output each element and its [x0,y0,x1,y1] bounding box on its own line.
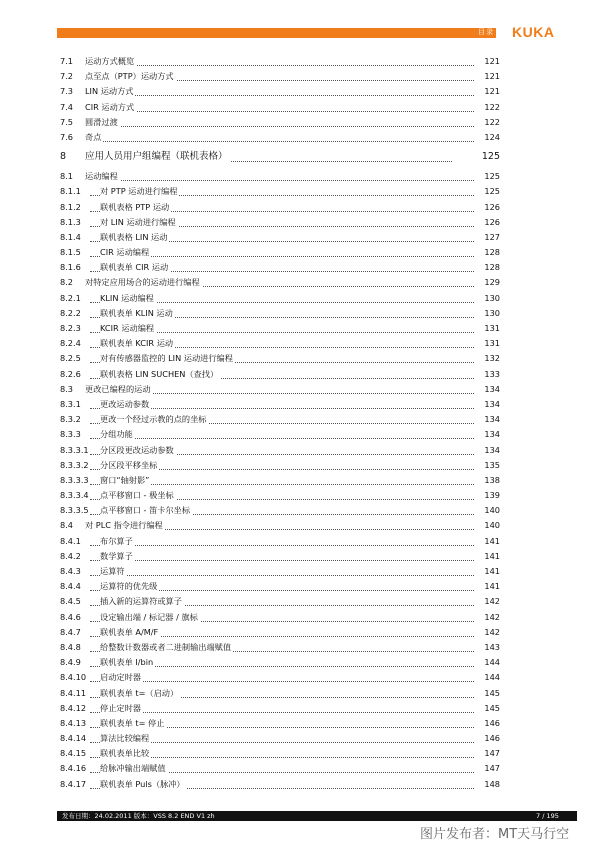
toc-entry-title: 更改已编程的运动 [85,382,153,397]
toc-entry-title: 应用人员用户组编程（联机表格） [85,145,230,169]
toc-entry-number: 8.3.3.5 [60,505,89,516]
toc-leader-dots [90,670,474,682]
toc-entry-title: 对 LIN 运动进行编程 [100,215,178,230]
toc-entry-title: 更改一个经过示教的点的坐标 [100,412,208,427]
toc-entry-title: KLIN 运动编程 [100,291,156,306]
toc-entry[interactable] [60,579,500,594]
toc-entry-number: 8.4 [60,520,74,531]
footer-publication-info: 发布日期：24.02.2011 版本：VSS 8.2 END V1 zh [62,812,215,820]
toc-entry-title: 联机表单比较 [100,746,151,761]
toc-entry-page: 124 [484,131,500,142]
toc-entry-number: 8.4.7 [60,626,81,637]
toc-entry[interactable] [60,275,500,290]
toc-entry-number: 8.4.15 [60,748,87,759]
toc-entry-page: 142 [484,611,500,622]
toc-entry-title: 联机表单 CIR 运动 [100,260,170,275]
toc-entry-number: 8.2.3 [60,323,81,333]
toc-entry-title: 点至点（PTP）运动方式 [85,69,176,84]
toc-entry-title: 对有传感器监控的 LIN 运动进行编程 [100,351,235,366]
toc-entry-page: 146 [484,717,500,728]
toc-entry-title: 运动方式概览 [85,54,136,69]
toc-entry-page: 140 [484,520,500,531]
toc-entry-title: 分区段更改运动参数 [100,443,176,458]
toc-entry-title: 分区段平移坐标 [100,458,159,473]
toc-entry-page: 147 [484,748,500,759]
toc-entry-number: 8.4.9 [60,657,81,668]
toc-entry-title: 联机表单 A/M/F [100,625,160,640]
toc-entry[interactable] [60,731,500,746]
toc-entry-title: 对 PLC 指令进行编程 [85,518,165,533]
toc-entry[interactable] [60,443,500,458]
toc-entry-title: 启动定时器 [100,670,143,685]
toc-entry[interactable] [60,215,500,230]
toc-entry-title: 分组功能 [100,427,135,442]
toc-entry[interactable] [60,610,500,625]
toc-entry-number: 8.1 [60,171,74,182]
toc-entry-page: 130 [484,307,500,318]
toc-entry-title: 给脉冲输出端赋值 [100,761,168,776]
toc-entry-page: 122 [484,101,500,112]
toc-entry-page: 128 [484,262,500,273]
toc-entry[interactable] [60,777,500,792]
toc-entry-page: 141 [484,581,500,592]
toc-entry-page: 133 [484,368,500,379]
toc-leader-dots [90,54,474,66]
toc-entry-page: 134 [484,429,500,440]
toc-leader-dots [90,84,474,96]
toc-entry-title: 运算符 [100,564,127,579]
toc-entry-number: 8.1.2 [60,201,81,212]
toc-entry-number: 8.3.1 [60,398,81,409]
toc-entry-title: 联机表单 t=（启动） [100,686,180,701]
toc-entry-page: 122 [484,116,500,127]
toc-entry[interactable] [60,518,500,533]
toc-entry[interactable] [60,701,500,716]
toc-entry-number: 8.1.4 [60,231,81,242]
toc-entry-page: 147 [484,763,500,774]
toc-entry-title: 数学算子 [100,549,135,564]
footer-page-number: 7 / 195 [536,812,559,820]
toc-entry-number: 8.4.4 [60,581,81,592]
toc-entry[interactable] [60,321,500,336]
toc-entry-number: 8.4.17 [60,778,87,789]
toc-entry-page: 139 [484,490,500,501]
toc-entry-number: 8.1.6 [60,262,81,273]
toc-entry[interactable] [60,564,500,579]
toc-entry-page: 141 [484,550,500,561]
toc-entry-title: CIR 运动编程 [100,245,151,260]
toc-entry-page: 142 [484,596,500,607]
toc-entry-title: 布尔算子 [100,534,135,549]
toc-entry-title: 窗口“轴射影” [100,473,151,488]
toc-entry[interactable] [60,367,500,382]
toc-entry-number: 7.4 [60,101,74,112]
toc-entry-number: 8.4.11 [60,687,87,698]
toc-entry-page: 129 [484,277,500,288]
toc-entry-title: 联机表格 PTP 运动 [100,200,171,215]
toc-entry-page: 130 [484,292,500,303]
toc-entry[interactable] [60,306,500,321]
toc-entry-page: 121 [484,56,500,66]
header-accent-bar [57,28,496,38]
toc-entry[interactable] [60,260,500,275]
toc-entry-number: 8.1.5 [60,247,81,258]
toc-entry-page: 144 [484,672,500,683]
toc-entry[interactable] [60,382,500,397]
toc-entry-number: 7.5 [60,116,74,127]
toc-entry-title: 停止定时器 [100,701,143,716]
toc-entry-title: KCIR 运动编程 [100,321,156,336]
toc-entry-page: 143 [484,641,500,652]
toc-entry[interactable] [60,200,500,215]
toc-entry-number: 8.4.16 [60,763,87,774]
toc-entry-number: 8.4.1 [60,535,81,546]
toc-entry-number: 8.2.2 [60,307,81,318]
toc-leader-dots [90,100,474,112]
toc-entry-title: 联机表单 I/bin [100,655,155,670]
toc-entry-number: 8.4.14 [60,733,87,744]
toc-entry-number: 8.4.3 [60,566,81,576]
toc-entry-title: 运算符的优先级 [100,579,159,594]
toc-entry-title: 设定输出端 / 标记器 / 旗标 [100,610,200,625]
toc-entry[interactable] [60,130,500,145]
toc-entry-page: 128 [484,247,500,258]
toc-entry-title: 圆滑过渡 [85,115,120,130]
toc-entry-number: 8.2.4 [60,338,81,349]
toc-entry-page: 126 [484,216,500,227]
toc-entry-number: 8.2 [60,277,74,288]
toc-entry-title: 更改运动参数 [100,397,151,412]
toc-entry-number: 8.1.1 [60,186,81,197]
toc-entry[interactable] [60,670,500,685]
toc-entry-title: 联机表格 LIN 运动 [100,230,169,245]
toc-entry-page: 132 [484,353,500,364]
toc-entry-number: 8.3.3.1 [60,444,89,455]
toc-entry-page: 125 [484,171,500,182]
toc-entry[interactable] [60,427,500,442]
toc-entry-page: 141 [484,566,500,576]
toc-entry[interactable] [60,351,500,366]
toc-entry-page: 144 [484,657,500,668]
toc-entry-page: 145 [484,702,500,713]
toc-entry[interactable] [60,625,500,640]
toc-leader-dots [90,115,474,127]
toc-entry-number: 7.2 [60,71,74,82]
toc-entry-number: 8.3.3 [60,429,81,440]
toc-entry[interactable] [60,534,500,549]
section-label: 目录 [478,28,494,36]
toc-entry-number: 8.3.3.4 [60,490,89,501]
toc-entry[interactable] [60,54,500,69]
toc-entry-title: 对 PTP 运动进行编程 [100,184,179,199]
toc-entry-number: 8.4.12 [60,702,87,713]
toc-entry-number: 8.4.13 [60,717,87,728]
toc-entry-page: 127 [484,231,500,242]
toc-entry-number: 8.1.3 [60,216,81,227]
toc-entry[interactable] [60,473,500,488]
toc-entry[interactable] [60,397,500,412]
toc-entry-number: 8.3 [60,383,74,394]
toc-leader-dots [90,427,474,439]
toc-entry[interactable] [60,686,500,701]
toc-entry[interactable] [60,716,500,731]
toc-entry-page: 134 [484,383,500,394]
toc-entry-page: 142 [484,626,500,637]
toc-entry-number: 8.3.3.3 [60,474,89,485]
toc-entry-title: LIN 运动方式 [85,84,135,99]
toc-entry-title: 插入新的运算符或算子 [100,594,184,609]
toc-entry-page: 134 [484,414,500,425]
watermark-text: 图片发布者：MT天马行空 [420,827,570,842]
toc-entry[interactable] [60,458,500,473]
toc-entry-page: 148 [484,778,500,789]
toc-entry-number: 8.4.8 [60,641,81,652]
toc-leader-dots [90,130,474,142]
toc-entry[interactable] [60,230,500,245]
toc-entry-page: 121 [484,71,500,82]
toc-entry-number: 8.2.1 [60,292,81,303]
toc-entry-title: 运动编程 [85,169,120,184]
toc-entry[interactable] [60,245,500,260]
toc-entry-page: 134 [484,398,500,409]
toc-entry[interactable] [60,84,500,99]
toc-leader-dots [90,534,474,546]
toc-entry-page: 125 [484,186,500,197]
toc-entry[interactable] [60,184,500,199]
toc-entry[interactable] [60,115,500,130]
toc-entry-page: 146 [484,733,500,744]
toc-entry[interactable] [60,145,500,169]
toc-leader-dots [90,701,474,713]
toc-entry[interactable] [60,100,500,115]
toc-entry-page: 134 [484,444,500,455]
toc-entry-title: 联机表单 KLIN 运动 [100,306,175,321]
toc-entry-page: 135 [484,459,500,470]
toc-entry-page: 131 [484,338,500,349]
toc-entry[interactable] [60,761,500,776]
toc-entry[interactable] [60,655,500,670]
toc-entry-title: 联机表单 KCIR 运动 [100,336,175,351]
toc-entry-number: 8.2.5 [60,353,81,364]
toc-entry-number: 7.3 [60,86,74,97]
toc-entry-number: 8.2.6 [60,368,81,379]
toc-entry-title: 对特定应用场合的运动进行编程 [85,275,202,290]
kuka-logo: KUKA [512,24,555,40]
toc-entry-page: 121 [484,86,500,97]
toc-entry-number: 8.4.5 [60,596,81,607]
toc-entry-page: 126 [484,201,500,212]
toc-entry-title: 点平移窗口 - 极坐标 [100,488,176,503]
toc-entry-page: 141 [484,535,500,546]
toc-entry-title: 联机表单 t= 停止 [100,716,166,731]
toc-entry-title: 联机表单 Puls（脉冲） [100,777,187,792]
toc-entry-number: 8.3.3.2 [60,459,89,470]
toc-entry[interactable] [60,291,500,306]
toc-leader-dots [90,549,474,561]
toc-entry-title: 给整数计数器或者二进制输出端赋值 [100,640,233,655]
toc-entry[interactable] [60,336,500,351]
toc-entry-page: 140 [484,505,500,516]
toc-leader-dots [90,564,474,576]
toc-entry-number: 8.4.6 [60,611,81,622]
toc-entry-title: 联机表格 LIN SUCHEN（查找） [100,367,220,382]
toc-entry-number: 7.6 [60,131,74,142]
toc-entry[interactable] [60,746,500,761]
toc-leader-dots [90,169,474,181]
toc-entry-page: 145 [484,687,500,698]
table-of-contents [60,54,500,792]
toc-entry-title: 奇点 [85,130,103,145]
toc-entry-page: 125 [481,151,500,163]
toc-entry-title: 算法比较编程 [100,731,151,746]
toc-entry-page: 131 [484,323,500,333]
toc-entry[interactable] [60,69,500,84]
toc-entry[interactable] [60,488,500,503]
toc-entry[interactable] [60,503,500,518]
toc-entry-number: 8.3.2 [60,414,81,425]
toc-entry-number: 8.4.2 [60,550,81,561]
toc-entry[interactable] [60,549,500,564]
toc-entry[interactable] [60,640,500,655]
toc-entry-page: 138 [484,474,500,485]
toc-entry-number: 8 [60,151,67,163]
toc-entry[interactable] [60,412,500,427]
toc-entry-number: 7.1 [60,56,74,66]
toc-entry-title: 点平移窗口 - 笛卡尔坐标 [100,503,192,518]
toc-entry[interactable] [60,169,500,184]
toc-entry-number: 8.4.10 [60,672,87,683]
toc-entry[interactable] [60,594,500,609]
toc-entry-title: CIR 运动方式 [85,100,136,115]
